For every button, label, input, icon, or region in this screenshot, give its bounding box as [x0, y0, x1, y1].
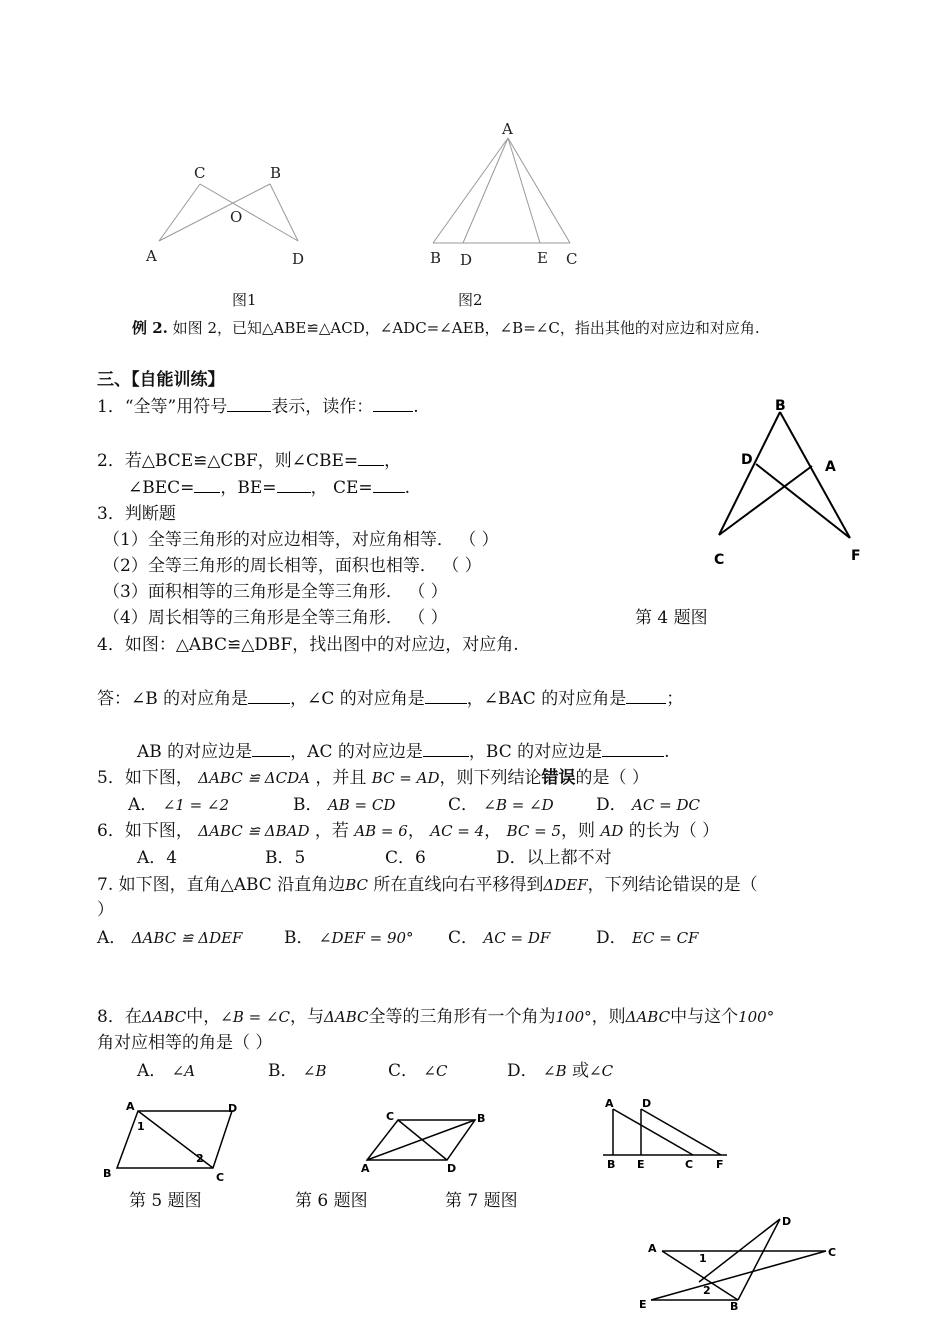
fig7-label-c: C	[685, 1158, 694, 1171]
q1-text-c: .	[413, 397, 419, 417]
q4-ans1-d: ；	[666, 689, 684, 709]
q7-math-2: ΔDEF	[543, 876, 588, 894]
q5-opt-d-key: D．	[596, 795, 627, 815]
q1-text-b: 表示，读作：	[271, 397, 374, 417]
q2-text-2b: ，BE=	[220, 478, 277, 498]
fig8-label-b: B	[730, 1300, 739, 1313]
fig1-label-o: O	[230, 208, 243, 226]
q2-blank-be[interactable]	[277, 492, 311, 493]
q8-math-6: 100°	[738, 1008, 775, 1026]
q3-item-2: （2）全等三角形的周长相等，面积也相等． （ ）	[103, 556, 482, 576]
q8-text-d: 全等的三角形有一个角为	[368, 1007, 556, 1027]
q8-opt-d-key: D．	[507, 1061, 538, 1081]
q6-math-2: AB = 6	[354, 822, 408, 840]
fig7-label-a: A	[605, 1097, 614, 1110]
fig5-angle-1: 1	[137, 1120, 145, 1133]
q7-opt-d-key: D．	[596, 928, 627, 948]
q4-ans2-c: ，BC 的对应边是	[468, 742, 603, 762]
fig7-caption: 第 7 题图	[445, 1191, 518, 1211]
fig5-angle-2: 2	[196, 1152, 204, 1165]
q3-item-3: （3）面积相等的三角形是全等三角形． （ ）	[103, 582, 448, 602]
fig2-label-e: E	[537, 249, 548, 267]
q5-option-a[interactable]	[128, 794, 229, 816]
q3-item-4: （4）周长相等的三角形是全等三角形． （ ）	[103, 608, 448, 628]
q4-blank-angle-b[interactable]	[248, 703, 290, 704]
q6-text-d: ，	[484, 821, 502, 841]
q6-option-c[interactable]: C．6	[385, 848, 426, 868]
fig8-label-e: E	[639, 1298, 647, 1311]
q2-blank-ce[interactable]	[373, 492, 405, 493]
q8-option-b[interactable]	[268, 1060, 327, 1082]
q3-item-1: （1）全等三角形的对应边相等，对应角相等． （ ）	[103, 530, 499, 550]
q2-text-2d: .	[404, 478, 411, 498]
q8-opt-b-key: B．	[268, 1061, 298, 1081]
q5-opt-c-value: ∠B = ∠D	[483, 796, 554, 814]
fig2-label-d: D	[460, 251, 473, 269]
fig7-label-d: D	[642, 1097, 652, 1110]
q8-text-b: 中，	[186, 1007, 221, 1027]
fig1-caption: 图1	[232, 291, 257, 309]
q8-math-4: 100°	[555, 1008, 592, 1026]
fig8-angle-2: 2	[703, 1284, 711, 1297]
q5-option-d[interactable]	[596, 794, 700, 816]
question-7-stem	[97, 874, 758, 896]
example-2	[132, 318, 760, 338]
fig8-angle-1: 1	[699, 1252, 707, 1265]
q4-ans2-b: ，AC 的对应边是	[290, 742, 423, 762]
q5-text-c: ，则下列结论	[439, 768, 542, 788]
question-4-answer-1	[97, 688, 683, 710]
q4-blank-angle-bac[interactable]	[626, 703, 666, 704]
q6-text-c: ，	[407, 821, 425, 841]
fig2-caption: 图2	[458, 291, 483, 309]
question-5-stem	[97, 767, 649, 789]
fig4-label-f: F	[851, 548, 861, 564]
fig7-label-f: F	[716, 1158, 724, 1171]
section-title: 三、【自能训练】	[97, 370, 225, 390]
q7-text-c: ，下列结论错误的是（	[587, 875, 758, 895]
q4-ans1-a: 答：∠B 的对应角是	[97, 689, 249, 709]
q7-option-a[interactable]	[97, 927, 242, 949]
fig1-label-a: A	[146, 247, 157, 265]
fig6-label-d: D	[447, 1162, 457, 1175]
q7-opt-a-value: ΔABC ≌ ΔDEF	[131, 929, 243, 947]
figure-8	[651, 1219, 826, 1300]
q5-text-d: 的是（ ）	[575, 768, 649, 788]
fig5-label-c: C	[216, 1171, 225, 1184]
q5-math-2: BC = AD	[371, 769, 440, 787]
example-2-text: 如图 2，已知△ABE≌△ACD，∠ADC=∠AEB，∠B=∠C，指出其他的对应边和对应角.	[172, 319, 760, 337]
fig4-caption: 第 4 题图	[635, 608, 708, 628]
q2-blank-bec[interactable]	[194, 492, 220, 493]
q8-math-1: ΔABC	[141, 1008, 187, 1026]
q5-option-b[interactable]	[293, 794, 395, 816]
fig5-caption: 第 5 题图	[129, 1191, 202, 1211]
q7-option-c[interactable]	[448, 927, 550, 949]
example-2-label: 例 2.	[132, 319, 168, 337]
fig5-label-b: B	[103, 1167, 112, 1180]
q4-ans1-c: ，∠BAC 的对应角是	[466, 689, 627, 709]
q5-option-c[interactable]	[448, 794, 554, 816]
q5-opt-a-value: ∠1 = ∠2	[162, 796, 230, 814]
q6-text-f: 的长为（ ）	[628, 821, 720, 841]
q4-blank-angle-c[interactable]	[425, 703, 467, 704]
q1-text-a: 1．“全等”用符号	[97, 397, 228, 417]
question-7-stem-end: ）	[97, 900, 114, 920]
q6-text-b: ，若	[314, 821, 349, 841]
q8-opt-d-value-1: ∠B	[543, 1062, 567, 1080]
q2-text-2a: ∠BEC=	[128, 478, 195, 498]
q4-ans2-a: AB 的对应边是	[137, 742, 253, 762]
q8-opt-d-or: 或	[572, 1061, 590, 1081]
q8-option-d[interactable]	[507, 1060, 613, 1082]
q5-math-1: ΔABC ≌ ΔCDA	[198, 769, 310, 787]
fig7-label-b: B	[607, 1158, 616, 1171]
q5-text-a: 5．如下图，	[97, 768, 193, 788]
q6-option-d[interactable]: D．以上都不对	[496, 848, 612, 868]
question-8-stem	[97, 1006, 774, 1028]
fig1-label-d: D	[292, 250, 305, 268]
q8-text-c: ，与	[290, 1007, 325, 1027]
q1-blank-reading[interactable]	[373, 411, 413, 412]
q7-math-1: BC	[345, 876, 368, 894]
question-1	[97, 396, 419, 418]
q7-opt-c-key: C．	[448, 928, 479, 948]
q8-option-c[interactable]	[388, 1060, 447, 1082]
q6-math-3: AC = 4	[430, 822, 485, 840]
q5-opt-d-value: AC = DC	[632, 796, 700, 814]
q7-opt-c-value: AC = DF	[483, 929, 551, 947]
q6-option-a[interactable]: A．4	[137, 848, 178, 868]
question-4-stem: 4．如图：△ABC≌△DBF，找出图中的对应边，对应角.	[97, 635, 519, 655]
q5-opt-b-key: B．	[293, 795, 323, 815]
q7-text-b: 所在直线向右平移得到	[373, 875, 544, 895]
question-2-line-2	[128, 477, 410, 499]
figure-7	[603, 1109, 727, 1155]
q5-text-error: 错误	[541, 768, 576, 788]
fig4-label-d: D	[741, 452, 753, 468]
question-4-answer-2	[137, 741, 670, 763]
fig8-label-c: C	[828, 1246, 837, 1259]
q8-option-a[interactable]	[137, 1060, 195, 1082]
q7-option-d[interactable]	[596, 927, 698, 949]
fig5-label-a: A	[126, 1100, 135, 1113]
q6-math-4: BC = 5	[506, 822, 562, 840]
q8-math-3: ΔABC	[324, 1008, 369, 1026]
q8-opt-c-value: ∠C	[423, 1062, 448, 1080]
q6-option-b[interactable]: B．5	[265, 848, 306, 868]
q4-blank-side-bc[interactable]	[602, 756, 664, 757]
fig8-label-a: A	[648, 1242, 657, 1255]
q4-ans2-d: .	[664, 742, 670, 762]
q6-text-a: 6．如下图，	[97, 821, 193, 841]
q8-opt-c-key: C．	[388, 1061, 419, 1081]
q5-opt-b-value: AB = CD	[327, 796, 396, 814]
question-6-stem	[97, 820, 719, 842]
q6-text-e: ，则	[561, 821, 596, 841]
fig4-label-a: A	[825, 459, 836, 475]
q2-blank-cbe[interactable]	[358, 465, 384, 466]
q6-math-1: ΔABC ≌ ΔBAD	[198, 822, 310, 840]
q8-math-5: ΔABC	[625, 1008, 671, 1026]
fig4-label-c: C	[714, 552, 725, 568]
q8-math-2: ∠B = ∠C	[220, 1008, 291, 1026]
q8-opt-a-value: ∠A	[171, 1062, 196, 1080]
fig1-label-c: C	[194, 164, 206, 182]
q1-blank-symbol[interactable]	[227, 411, 271, 412]
q7-opt-a-key: A．	[97, 928, 127, 948]
q8-text-a: 8．在	[97, 1007, 142, 1027]
fig5-label-d: D	[228, 1102, 238, 1115]
question-3-title: 3．判断题	[97, 504, 176, 524]
fig2-label-c: C	[566, 250, 578, 268]
figure-5	[117, 1111, 232, 1168]
q6-math-5: AD	[600, 822, 624, 840]
fig6-label-b: B	[477, 1112, 486, 1125]
q8-opt-d-value-2: ∠C	[589, 1062, 614, 1080]
q2-text-1b: ，	[384, 451, 402, 471]
fig4-label-b: B	[775, 398, 786, 414]
figure-6	[367, 1120, 475, 1160]
question-2-line-1	[97, 450, 401, 472]
question-8-stem-2: 角对应相等的角是（ ）	[97, 1033, 273, 1053]
q7-text-a: 7. 如下图，直角△ABC 沿直角边	[97, 875, 346, 895]
q2-text-1a: 2．若△BCE≌△CBF，则∠CBE=	[97, 451, 359, 471]
q7-opt-b-key: B．	[284, 928, 314, 948]
q4-blank-side-ac[interactable]	[423, 756, 469, 757]
q5-opt-a-key: A．	[128, 795, 158, 815]
fig7-label-e: E	[637, 1158, 645, 1171]
q4-blank-side-ab[interactable]	[252, 756, 290, 757]
q5-text-b: ，并且	[315, 768, 367, 788]
q8-opt-b-value: ∠B	[302, 1062, 327, 1080]
q7-opt-b-value: ∠DEF = 90°	[318, 929, 414, 947]
fig2-label-b: B	[430, 249, 442, 267]
q7-option-b[interactable]	[284, 927, 414, 949]
fig8-label-d: D	[782, 1215, 792, 1228]
q2-text-2c: ， CE=	[310, 478, 373, 498]
fig6-caption: 第 6 题图	[295, 1191, 368, 1211]
fig1-label-b: B	[270, 164, 282, 182]
fig6-label-c: C	[386, 1110, 395, 1123]
q8-text-f: 中与这个	[670, 1007, 739, 1027]
fig6-label-a: A	[361, 1162, 370, 1175]
q7-opt-d-value: EC = CF	[632, 929, 699, 947]
q8-text-e: ，则	[591, 1007, 626, 1027]
q8-opt-a-key: A．	[137, 1061, 167, 1081]
q4-ans1-b: ，∠C 的对应角是	[290, 689, 425, 709]
fig2-label-a: A	[502, 120, 513, 138]
q5-opt-c-key: C．	[448, 795, 479, 815]
